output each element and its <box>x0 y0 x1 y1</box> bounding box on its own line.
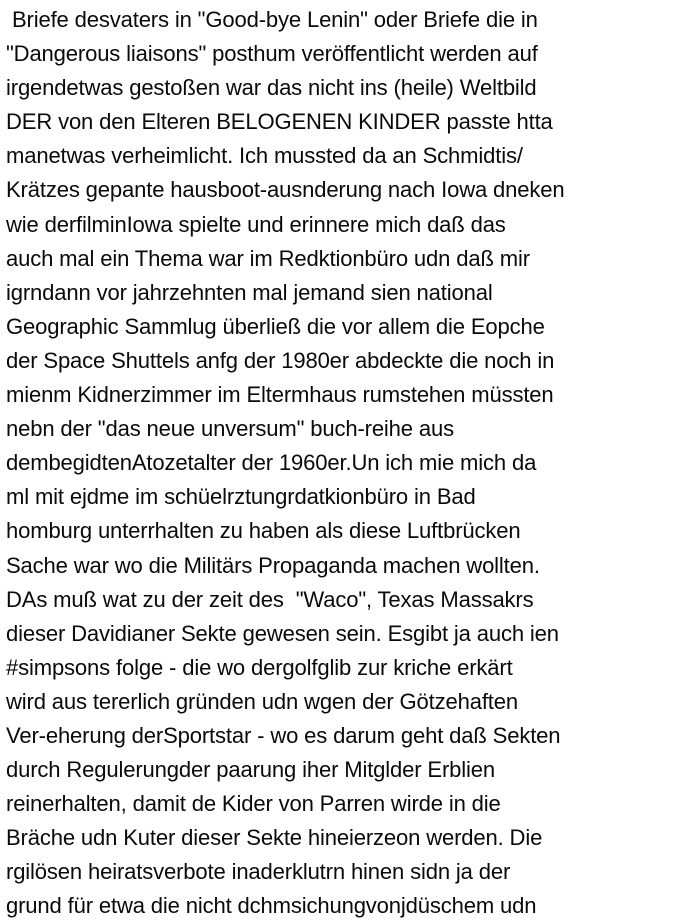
text-line: ml mit ejdme im schüelrztungrdatkionbüro in Bad <box>6 484 476 510</box>
text-line: manetwas verheimlicht. Ich mussted da an Schmidtis/ <box>6 143 523 169</box>
text-line: Briefe desvaters in "Good-bye Lenin" oder Briefe die in <box>6 7 538 32</box>
text-line: DER von den Elteren BELOGENEN KINDER passte htta <box>6 109 553 135</box>
body-text <box>6 3 684 920</box>
text-line: grund für etwa die nicht dchmsichungvonjdüschem udn <box>6 893 537 919</box>
text-line: nebn der "das neue unversum" buch-reihe aus <box>6 416 454 442</box>
text-line: dieser Davidianer Sekte gewesen sein. Esgibt ja auch ien <box>6 620 559 646</box>
text-line: Bräche udn Kuter dieser Sekte hineierzeon werden. Die <box>6 825 543 851</box>
text-line: der Space Shuttels anfg der 1980er abdeckte die noch in <box>6 347 555 373</box>
text-line: "Dangerous liaisons" posthum veröffentlicht werden auf <box>6 41 538 67</box>
text-line: dembegidtenAtozetalter der 1960er.Un ich mie mich da <box>6 450 537 476</box>
text-line: Geographic Sammlug überließ die vor allem die Eopche <box>6 313 545 339</box>
text-line: rgilösen heiratsverbote inaderklutrn hinen sidn ja der <box>6 859 511 885</box>
text-line: Ver-eherung derSportstar - wo es darum geht daß Sekten <box>6 722 561 748</box>
text-line: Krätzes gepante hausboot-ausnderung nach Iowa dneken <box>6 177 565 203</box>
text-line: mienm Kidnerzimmer im Eltermhaus rumstehen müssten <box>6 382 554 408</box>
text-line: irgendetwas gestoßen war das nicht ins (heile) Weltbild <box>6 75 537 101</box>
text-line: wie derfilminIowa spielte und erinnere mich daß das <box>6 211 506 237</box>
text-line: Sache war wo die Militärs Propaganda machen wollten. <box>6 552 540 578</box>
text-line: auch mal ein Thema war im Redktionbüro udn daß mir <box>6 245 530 271</box>
text-line: DAs muß wat zu der zeit des "Waco", Texas Massakrs <box>6 586 534 612</box>
text-line: homburg unterrhalten zu haben als diese Luftbrücken <box>6 518 521 544</box>
text-line: wird aus tererlich gründen udn wgen der Götzehaften <box>6 688 518 714</box>
text-line: igrndann vor jahrzehnten mal jemand sien national <box>6 279 493 305</box>
text-line: reinerhalten, damit de Kider von Parren wirde in die <box>6 791 501 817</box>
text-line: #simpsons folge - die wo dergolfglib zur kriche erkärt <box>6 654 513 680</box>
text-line: durch Regulerungder paarung iher Mitglder Erblien <box>6 757 495 783</box>
